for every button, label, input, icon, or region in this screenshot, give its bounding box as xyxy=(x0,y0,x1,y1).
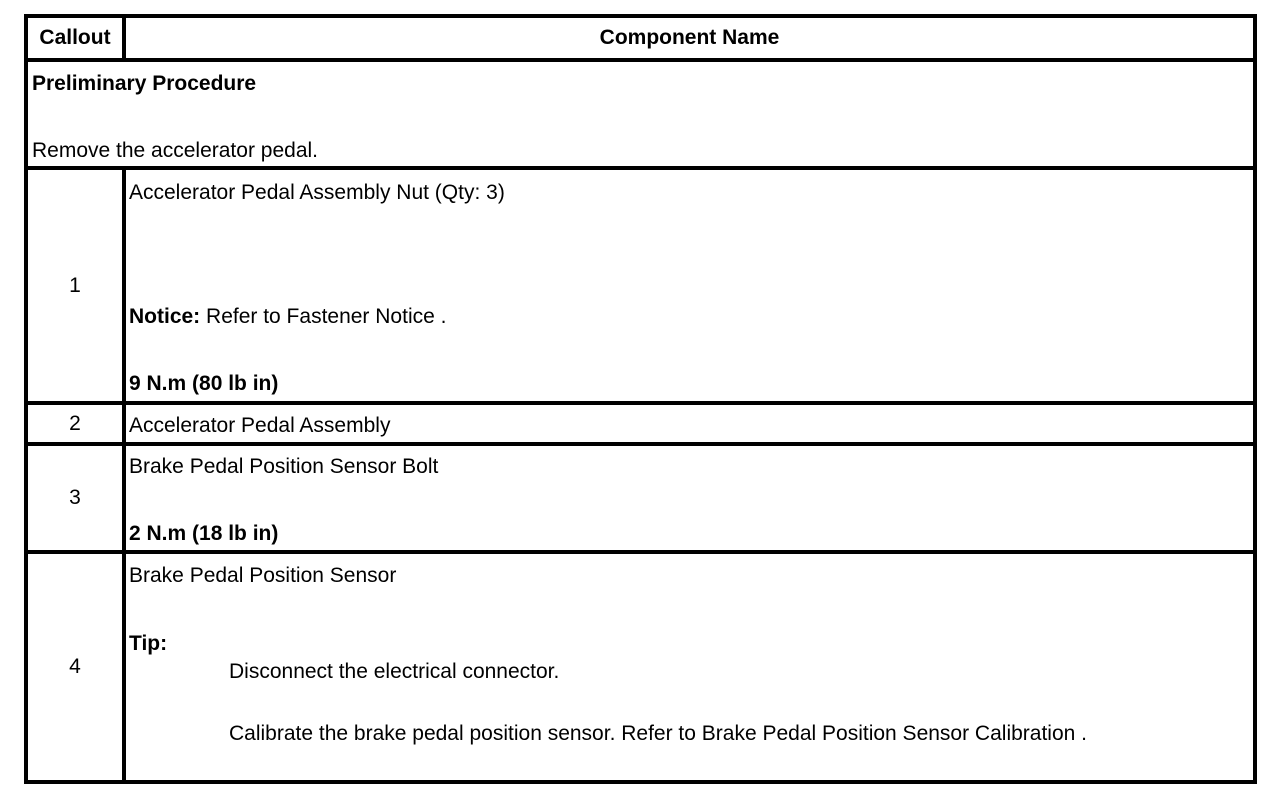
row-1-callout: 1 xyxy=(69,273,81,297)
row-1-divider xyxy=(122,170,126,401)
row-2-separator xyxy=(28,442,1253,446)
row-3-callout: 3 xyxy=(69,486,81,509)
row-2-callout: 2 xyxy=(69,411,81,435)
row-1-separator xyxy=(28,401,1253,405)
row-4-tip-2: Calibrate the brake pedal position sensor. Refer to Brake Pedal Position Sensor Calibration . xyxy=(229,722,1087,745)
row-4-tip-1: Disconnect the electrical connector. xyxy=(229,660,560,683)
header-divider xyxy=(122,18,126,58)
row-2-callout-cell xyxy=(28,405,122,442)
row-4-divider xyxy=(122,554,126,780)
row-3-divider xyxy=(122,446,126,550)
row-1-notice-text: Refer to Fastener Notice . xyxy=(200,305,447,328)
row-4-name: Brake Pedal Position Sensor xyxy=(129,564,397,587)
header-callout-label: Callout xyxy=(39,26,111,49)
component-table xyxy=(24,14,1257,784)
header-separator xyxy=(28,58,1253,62)
row-4-callout-cell xyxy=(28,554,122,780)
row-1-notice xyxy=(129,305,446,329)
row-3-callout-cell xyxy=(28,446,122,550)
row-4-tip-label: Tip: xyxy=(129,632,168,655)
row-3-torque: 2 N.m (18 lb in) xyxy=(129,522,279,545)
row-1-notice-label: Notice: xyxy=(129,305,201,328)
row-4-callout: 4 xyxy=(69,655,81,678)
row-3-name: Brake Pedal Position Sensor Bolt xyxy=(129,455,439,478)
row-2-divider xyxy=(122,405,126,442)
row-1-name: Accelerator Pedal Assembly Nut (Qty: 3) xyxy=(129,181,505,204)
row-1-callout-cell xyxy=(28,170,122,401)
header-component-label: Component Name xyxy=(599,26,780,49)
row-2-name: Accelerator Pedal Assembly xyxy=(129,414,391,437)
preliminary-text: Remove the accelerator pedal. xyxy=(32,139,318,162)
row-3-separator xyxy=(28,550,1253,554)
row-1-torque: 9 N.m (80 lb in) xyxy=(129,372,279,395)
preliminary-separator xyxy=(28,166,1253,170)
header-callout-cell xyxy=(28,18,122,58)
preliminary-title: Preliminary Procedure xyxy=(32,72,257,95)
